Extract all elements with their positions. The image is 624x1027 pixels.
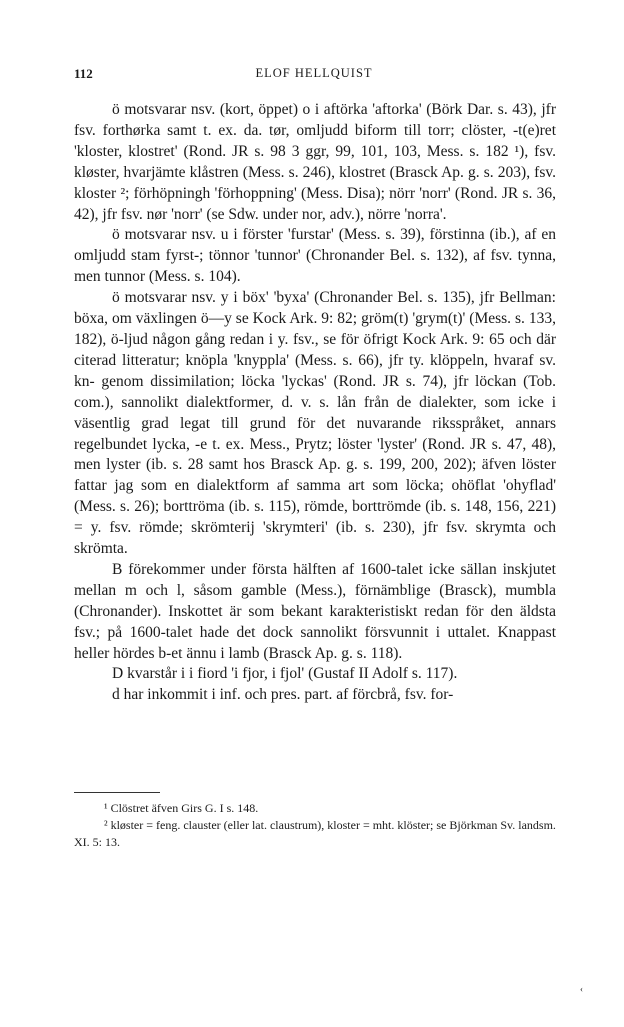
running-title: ELOF HELLQUIST — [255, 66, 373, 80]
paragraph-o-nsv-u: ö motsvarar nsv. u i förster 'furstar' (Mess. s. 39), förstinna (ib.), af en omljudd stam fyrst-; tönnor 'tunnor' (Chronander Bel. s. 132), af fsv. tynna, men tunnor (Mess. s. 104). — [74, 226, 556, 286]
footnotes — [74, 800, 556, 851]
footnote-2: ² kløster = feng. clauster (eller lat. claustrum), kloster = mht. klöster; se Björkman Sv. landsm. XI. 5: 13. — [74, 818, 556, 849]
page-number: 112 — [74, 66, 93, 81]
paragraph-o-nsv-o: ö motsvarar nsv. (kort, öppet) o i aftörka 'aftorka' (Börk Dar. s. 43), jfr fsv. forthørka samt t. ex. da. tør, omljudd biform till torr; clöster, -t(e)ret 'kloster, klostret' (Rond. JR s. 98 3 ggr, 99, 101, 103, Mess. s. 182 ¹), fsv. kløster, hvarjämte klåstren (Mess. s. 246), klostret (Brasck Ap. g. s. 203), fsv. kloster ²; förhöpningh 'förhoppning' (Mess. Disa); nörr 'norr' (Rond. JR s. 36, 42), jfr fsv. nør 'norr' (se Sdw. under nor, adv.), nörre 'norra'. — [74, 101, 556, 223]
paragraph-o-nsv-y: ö motsvarar nsv. y i böx' 'byxa' (Chronander Bel. s. 135), jfr Bellman: böxa, om växlingen ö—y se Kock Ark. 9: 82; gröm(t) 'grym(t)' (Mess. s. 133, 182), ö-ljud någon gång redan i y. fsv., se för öfrigt Kock Ark. 9: 65 och där citerad litteratur; knöpla 'knyppla' (Mess. s. 66), jfr ty. klöppeln, hvaraf sv. kn- genom dissimilation; löcka 'lyckas' (Rond. JR s. 74), jfr löckan (Tob. com.), sannolikt dialektformer, d. v. s. lån från de dialekter, som icke i väsentlig grad legat till grund för det nuvarande riksspråket, annars regelbundet lycka, -e t. ex. Mess., Prytz; löster 'lyster' (Rond. JR s. 47, 48), men lyster (ib. s. 28 samt hos Brasck Ap. g. s. 199, 200, 202); äfven löster fattar jag som en dialektform af samma art som löcka; ohöflat 'ohyflad' (Mess. s. 26); borttröma (ib. s. 115), römde, borttrömde (ib. s. 148, 156, 221) = y. fsv. römde; skrömterij 'skrymteri' (ib. s. 230), jfr fsv. skrymta och skrömta. — [74, 289, 556, 558]
page-header — [74, 66, 554, 84]
paragraph-b: B förekommer under första hälften af 1600-talet icke sällan inskjutet mellan m och l, såsom gamble (Mess.), förnämblige (Brasck), mumbla (Chronander). Inskottet är som bekant karakteristiskt redan för den äldsta fsv.; på 1600-talet hade det dock sannolikt försvunnit i uttalet. Knappast heller hördes b-et ännu i lamb (Brasck Ap. g. s. 118). — [74, 560, 556, 662]
paragraph-d-kvarstar: D kvarstår i i fiord 'i fjor, i fjol' (Gustaf II Adolf s. 117). — [112, 665, 458, 683]
corner-mark: ‹ — [580, 984, 583, 994]
paragraph-d-inkommit: d har inkommit i inf. och pres. part. af förcbrå, fsv. for- — [112, 686, 454, 704]
footnote-1: ¹ Clöstret äfven Girs G. I s. 148. — [104, 801, 259, 815]
footnote-divider — [74, 792, 160, 793]
main-text — [74, 100, 556, 706]
